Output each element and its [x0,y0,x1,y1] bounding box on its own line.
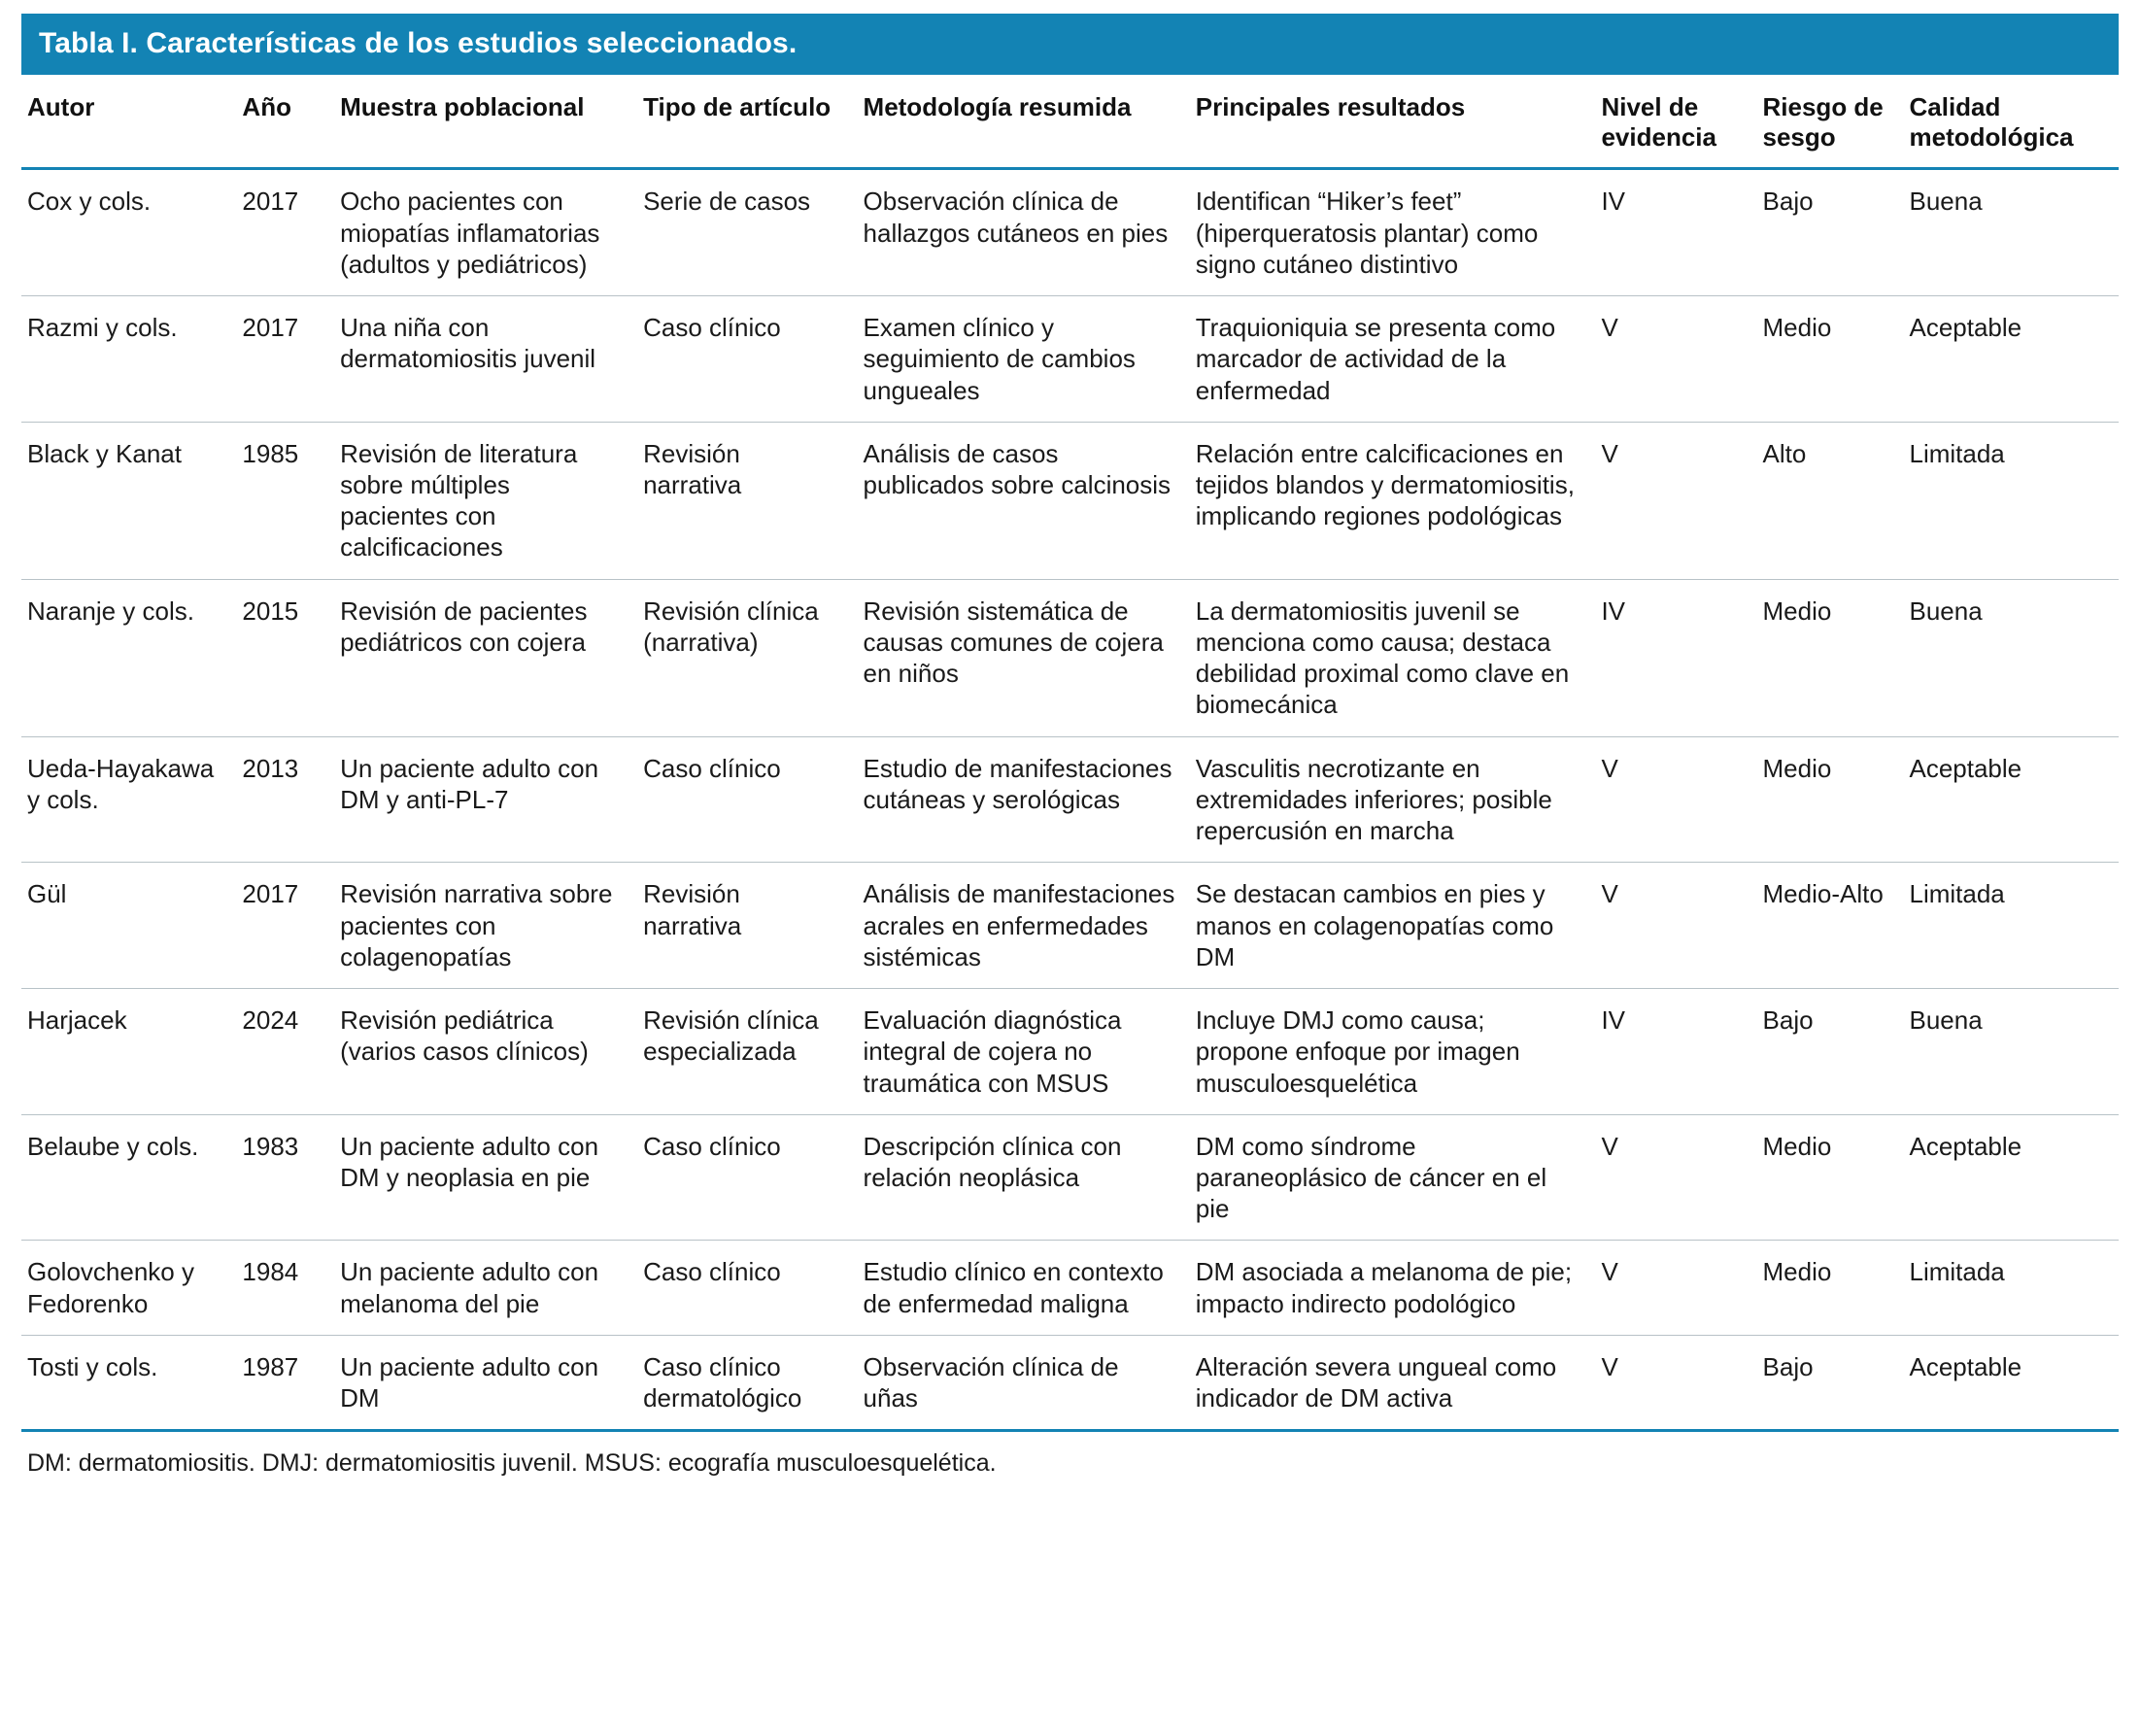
cell-nivel: IV [1595,169,1756,296]
column-header-metodologia: Metodología resumida [858,75,1190,169]
table-footnote: DM: dermatomiositis. DMJ: dermatomiositis juvenil. MSUS: ecografía musculoesquelética. [27,1449,997,1478]
cell-anio: 1987 [236,1335,334,1430]
column-header-nivel: Nivel de evidencia [1595,75,1756,169]
cell-riesgo: Bajo [1757,989,1904,1115]
cell-autor: Razmi y cols. [21,296,236,423]
cell-nivel: IV [1595,989,1756,1115]
cell-resultados: Traquioniquia se presenta como marcador de actividad de la enfermedad [1190,296,1596,423]
cell-resultados: DM como síndrome paraneoplásico de cáncer en el pie [1190,1114,1596,1241]
table-body [21,169,2119,1431]
cell-riesgo: Medio [1757,579,1904,736]
cell-muestra: Revisión de pacientes pediátricos con cojera [334,579,637,736]
cell-nivel: V [1595,296,1756,423]
cell-anio: 2017 [236,169,334,296]
cell-muestra: Ocho pacientes con miopatías inflamatorias (adultos y pediátricos) [334,169,637,296]
cell-nivel: IV [1595,579,1756,736]
cell-metodologia: Análisis de manifestaciones acrales en enfermedades sistémicas [858,863,1190,989]
column-header-tipo: Tipo de artículo [637,75,857,169]
cell-calidad: Aceptable [1903,296,2119,423]
cell-autor: Tosti y cols. [21,1335,236,1430]
cell-metodologia: Análisis de casos publicados sobre calcinosis [858,422,1190,579]
cell-muestra: Revisión narrativa sobre pacientes con colagenopatías [334,863,637,989]
cell-autor: Harjacek [21,989,236,1115]
cell-calidad: Buena [1903,989,2119,1115]
cell-nivel: V [1595,422,1756,579]
cell-resultados: La dermatomiositis juvenil se menciona como causa; destaca debilidad proximal como clave en biomecánica [1190,579,1596,736]
cell-muestra: Una niña con dermatomiositis juvenil [334,296,637,423]
column-header-riesgo: Riesgo de sesgo [1757,75,1904,169]
cell-muestra: Un paciente adulto con DM [334,1335,637,1430]
cell-anio: 1985 [236,422,334,579]
cell-riesgo: Medio-Alto [1757,863,1904,989]
cell-riesgo: Medio [1757,736,1904,863]
cell-metodologia: Estudio clínico en contexto de enfermedad maligna [858,1241,1190,1335]
cell-anio: 2013 [236,736,334,863]
cell-nivel: V [1595,1335,1756,1430]
column-header-resultados: Principales resultados [1190,75,1596,169]
table-row [21,989,2119,1115]
cell-calidad: Buena [1903,169,2119,296]
cell-calidad: Aceptable [1903,736,2119,863]
cell-metodologia: Examen clínico y seguimiento de cambios ungueales [858,296,1190,423]
cell-anio: 2024 [236,989,334,1115]
cell-autor: Gül [21,863,236,989]
table-header [21,75,2119,169]
studies-table [21,75,2119,1432]
cell-resultados: Se destacan cambios en pies y manos en colagenopatías como DM [1190,863,1596,989]
cell-autor: Ueda-Hayakawa y cols. [21,736,236,863]
cell-tipo: Revisión clínica especializada [637,989,857,1115]
cell-tipo: Caso clínico [637,1114,857,1241]
column-header-calidad: Calidad metodológica [1903,75,2119,169]
table-row [21,1114,2119,1241]
cell-calidad: Buena [1903,579,2119,736]
cell-anio: 1983 [236,1114,334,1241]
cell-autor: Black y Kanat [21,422,236,579]
cell-nivel: V [1595,736,1756,863]
cell-anio: 2017 [236,296,334,423]
table-row [21,736,2119,863]
cell-tipo: Revisión narrativa [637,422,857,579]
column-header-autor: Autor [21,75,236,169]
cell-muestra: Un paciente adulto con DM y anti-PL-7 [334,736,637,863]
cell-tipo: Revisión clínica (narrativa) [637,579,857,736]
table-row [21,863,2119,989]
header-row [21,75,2119,169]
cell-resultados: DM asociada a melanoma de pie; impacto indirecto podológico [1190,1241,1596,1335]
cell-anio: 2017 [236,863,334,989]
cell-anio: 1984 [236,1241,334,1335]
cell-resultados: Alteración severa ungueal como indicador de DM activa [1190,1335,1596,1430]
table-row [21,579,2119,736]
table-row [21,169,2119,296]
cell-riesgo: Medio [1757,296,1904,423]
cell-resultados: Incluye DMJ como causa; propone enfoque por imagen musculoesquelética [1190,989,1596,1115]
table-row [21,422,2119,579]
cell-resultados: Identifican “Hiker’s feet” (hiperqueratosis plantar) como signo cutáneo distintivo [1190,169,1596,296]
cell-metodologia: Evaluación diagnóstica integral de cojera no traumática con MSUS [858,989,1190,1115]
cell-metodologia: Revisión sistemática de causas comunes de cojera en niños [858,579,1190,736]
cell-muestra: Revisión de literatura sobre múltiples pacientes con calcificaciones [334,422,637,579]
cell-resultados: Relación entre calcificaciones en tejidos blandos y dermatomiositis, implicando regiones podológicas [1190,422,1596,579]
cell-tipo: Caso clínico [637,296,857,423]
cell-tipo: Serie de casos [637,169,857,296]
cell-riesgo: Medio [1757,1241,1904,1335]
column-header-muestra: Muestra poblacional [334,75,637,169]
cell-metodologia: Observación clínica de hallazgos cutáneos en pies [858,169,1190,296]
cell-tipo: Caso clínico [637,736,857,863]
cell-muestra: Un paciente adulto con melanoma del pie [334,1241,637,1335]
cell-muestra: Un paciente adulto con DM y neoplasia en pie [334,1114,637,1241]
cell-metodologia: Estudio de manifestaciones cutáneas y serológicas [858,736,1190,863]
cell-calidad: Limitada [1903,1241,2119,1335]
cell-calidad: Limitada [1903,863,2119,989]
table-title: Tabla I. Características de los estudios seleccionados. [21,14,2119,75]
cell-nivel: V [1595,1114,1756,1241]
cell-calidad: Limitada [1903,422,2119,579]
cell-riesgo: Bajo [1757,169,1904,296]
cell-autor: Cox y cols. [21,169,236,296]
cell-autor: Naranje y cols. [21,579,236,736]
cell-nivel: V [1595,863,1756,989]
cell-tipo: Revisión narrativa [637,863,857,989]
cell-calidad: Aceptable [1903,1335,2119,1430]
cell-calidad: Aceptable [1903,1114,2119,1241]
cell-resultados: Vasculitis necrotizante en extremidades inferiores; posible repercusión en marcha [1190,736,1596,863]
cell-metodologia: Observación clínica de uñas [858,1335,1190,1430]
cell-nivel: V [1595,1241,1756,1335]
cell-muestra: Revisión pediátrica (varios casos clínicos) [334,989,637,1115]
cell-riesgo: Medio [1757,1114,1904,1241]
cell-anio: 2015 [236,579,334,736]
cell-autor: Golovchenko y Fedorenko [21,1241,236,1335]
cell-tipo: Caso clínico dermatológico [637,1335,857,1430]
column-header-anio: Año [236,75,334,169]
table-row [21,1335,2119,1430]
cell-metodologia: Descripción clínica con relación neoplásica [858,1114,1190,1241]
cell-riesgo: Alto [1757,422,1904,579]
table-row [21,1241,2119,1335]
cell-autor: Belaube y cols. [21,1114,236,1241]
table-row [21,296,2119,423]
cell-tipo: Caso clínico [637,1241,857,1335]
cell-riesgo: Bajo [1757,1335,1904,1430]
